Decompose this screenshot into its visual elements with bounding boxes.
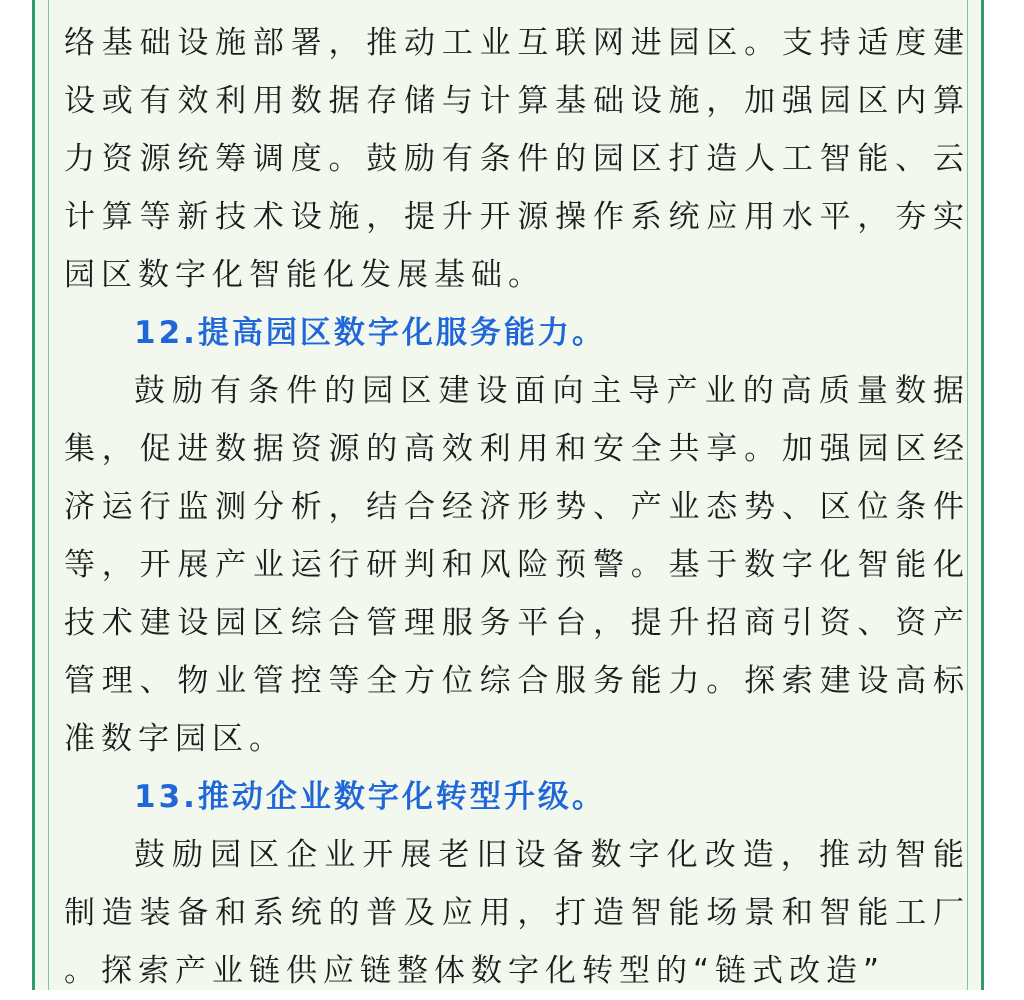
- body-line: 鼓励有条件的园区建设面向主导产业的高质量数据: [134, 373, 964, 409]
- body-line: 济运行监测分析，结合经济形势、产业态势、区位条件: [64, 489, 964, 525]
- body-line: 力资源统筹调度。鼓励有条件的园区打造人工智能、云: [64, 141, 964, 177]
- body-line: 制造装备和系统的普及应用，打造智能场景和智能工厂: [64, 895, 964, 931]
- body-line: 集，促进数据资源的高效利用和安全共享。加强园区经: [64, 431, 964, 467]
- body-line-partial: 。探索产业链供应链整体数字化转型的“链式改造”: [64, 953, 886, 989]
- section-heading-13: 13.推动企业数字化转型升级。: [134, 779, 606, 815]
- body-line: 管理、物业管控等全方位综合服务能力。探索建设高标: [64, 663, 964, 699]
- body-line: 准数字园区。: [64, 721, 286, 757]
- body-line: 计算等新技术设施，提升开源操作系统应用水平，夯实: [64, 199, 964, 235]
- body-line: 等，开展产业运行研判和风险预警。基于数字化智能化: [64, 547, 964, 583]
- body-line: 设或有效利用数据存储与计算基础设施，加强园区内算: [64, 83, 964, 119]
- section-heading-12: 12.提高园区数字化服务能力。: [134, 315, 606, 351]
- body-line: 技术建设园区综合管理服务平台，提升招商引资、资产: [64, 605, 964, 641]
- body-line: 络基础设施部署，推动工业互联网进园区。支持适度建: [64, 25, 964, 61]
- body-line: 园区数字化智能化发展基础。: [64, 257, 545, 293]
- body-line: 鼓励园区企业开展老旧设备数字化改造，推动智能: [134, 837, 964, 873]
